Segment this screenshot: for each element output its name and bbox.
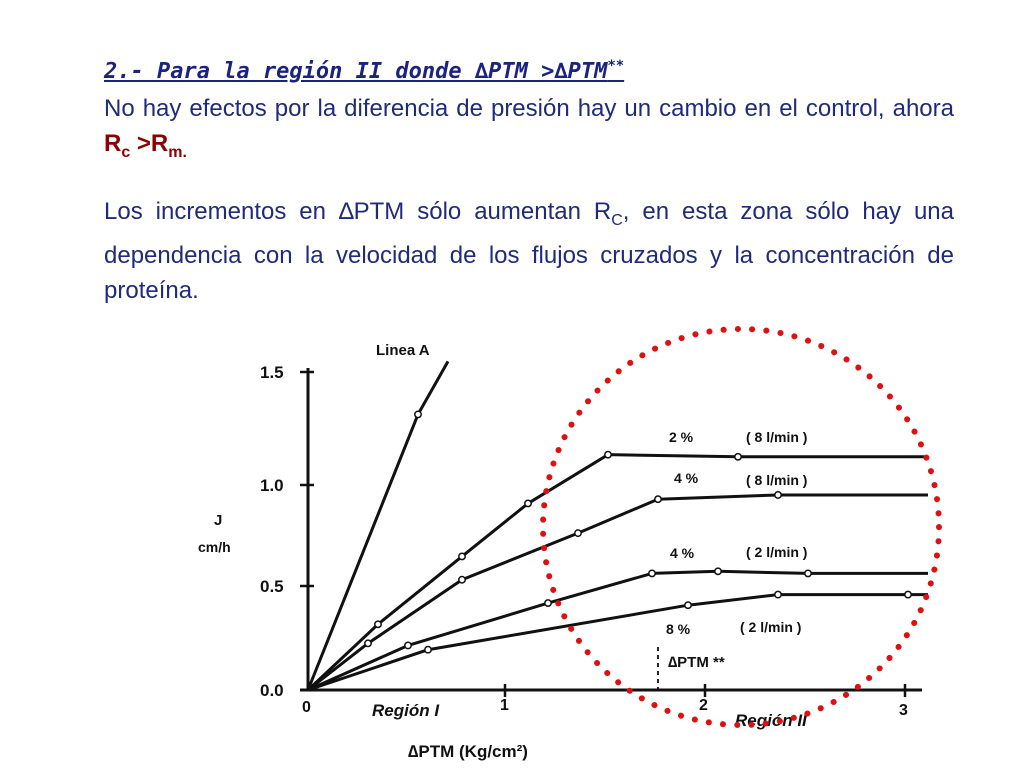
data-point [775, 492, 781, 498]
data-point [649, 570, 655, 576]
x-tick-label: 2 [699, 697, 708, 714]
region-2-label: Región II [735, 711, 807, 730]
data-point [715, 568, 721, 574]
series-3-flow: ( 2 l/min ) [746, 544, 808, 560]
data-point [805, 570, 811, 576]
data-point [375, 621, 381, 627]
y-axis-label: J [214, 512, 223, 529]
data-point [655, 496, 661, 502]
y-tick-label: 1.5 [260, 363, 284, 382]
region-1-label: Región I [372, 701, 440, 720]
series-line-3 [308, 571, 928, 690]
paragraph-2-after: , en esta zona sólo hay una dependencia con la velocidad de los flujos cruzados y la concentración de proteína. [104, 198, 954, 304]
rc-sub: c [121, 143, 131, 161]
flux-chart [190, 325, 950, 768]
data-point [735, 454, 741, 460]
flux-chart-svg [190, 325, 950, 768]
y-tick-label: 0.0 [260, 681, 284, 700]
x-tick-label: 0 [302, 699, 311, 716]
heading-text: 2.- Para la región II donde ∆PTM >∆PTM [104, 59, 608, 84]
data-point [685, 602, 691, 608]
highlight-circle [543, 329, 939, 725]
data-point [605, 451, 611, 457]
paragraph-1-text: No hay efectos por la diferencia de presión hay un cambio en el control, ahora [104, 95, 954, 122]
rc-term [104, 130, 187, 161]
data-point [425, 647, 431, 653]
series-1-pct: 2 % [669, 429, 694, 445]
rm-sub: m. [168, 143, 187, 161]
data-point [459, 577, 465, 583]
series-2-flow: ( 8 l/min ) [746, 472, 808, 488]
y-tick-label: 0.5 [260, 577, 284, 596]
dptm-marker-label: ∆PTM ** [668, 654, 725, 671]
y-tick-label: 1.0 [260, 476, 284, 495]
series-line-2 [308, 495, 928, 690]
y-axis-unit: cm/h [198, 539, 231, 555]
paragraph-2 [104, 194, 954, 308]
paragraph-2-before: Los incrementos en ∆PTM sólo aumentan R [104, 198, 612, 225]
rc-r: R [104, 130, 122, 157]
heading-sup: ** [607, 58, 625, 74]
data-point [545, 600, 551, 606]
data-point [459, 553, 465, 559]
data-point [405, 642, 411, 648]
series-1-flow: ( 8 l/min ) [746, 429, 808, 445]
rm-r: >R [130, 130, 169, 157]
data-point [415, 411, 421, 417]
series-2-pct: 4 % [674, 470, 699, 486]
paragraph-2-sub: C [611, 211, 623, 229]
data-point [575, 530, 581, 536]
x-tick-label: 1 [500, 697, 509, 714]
data-point [525, 500, 531, 506]
series-line-4 [308, 595, 928, 690]
x-axis-label: ∆PTM (Kg/cm²) [408, 742, 528, 761]
series-4-pct: 8 % [666, 621, 691, 637]
chart-curves [308, 361, 928, 690]
line-a-label: Linea A [376, 342, 430, 359]
data-point [365, 640, 371, 646]
slide-heading [104, 58, 624, 84]
data-point [775, 591, 781, 597]
x-tick-label: 3 [899, 702, 908, 719]
paragraph-1 [104, 91, 954, 170]
series-3-pct: 4 % [670, 545, 695, 561]
data-point [905, 591, 911, 597]
series-4-flow: ( 2 l/min ) [740, 619, 802, 635]
